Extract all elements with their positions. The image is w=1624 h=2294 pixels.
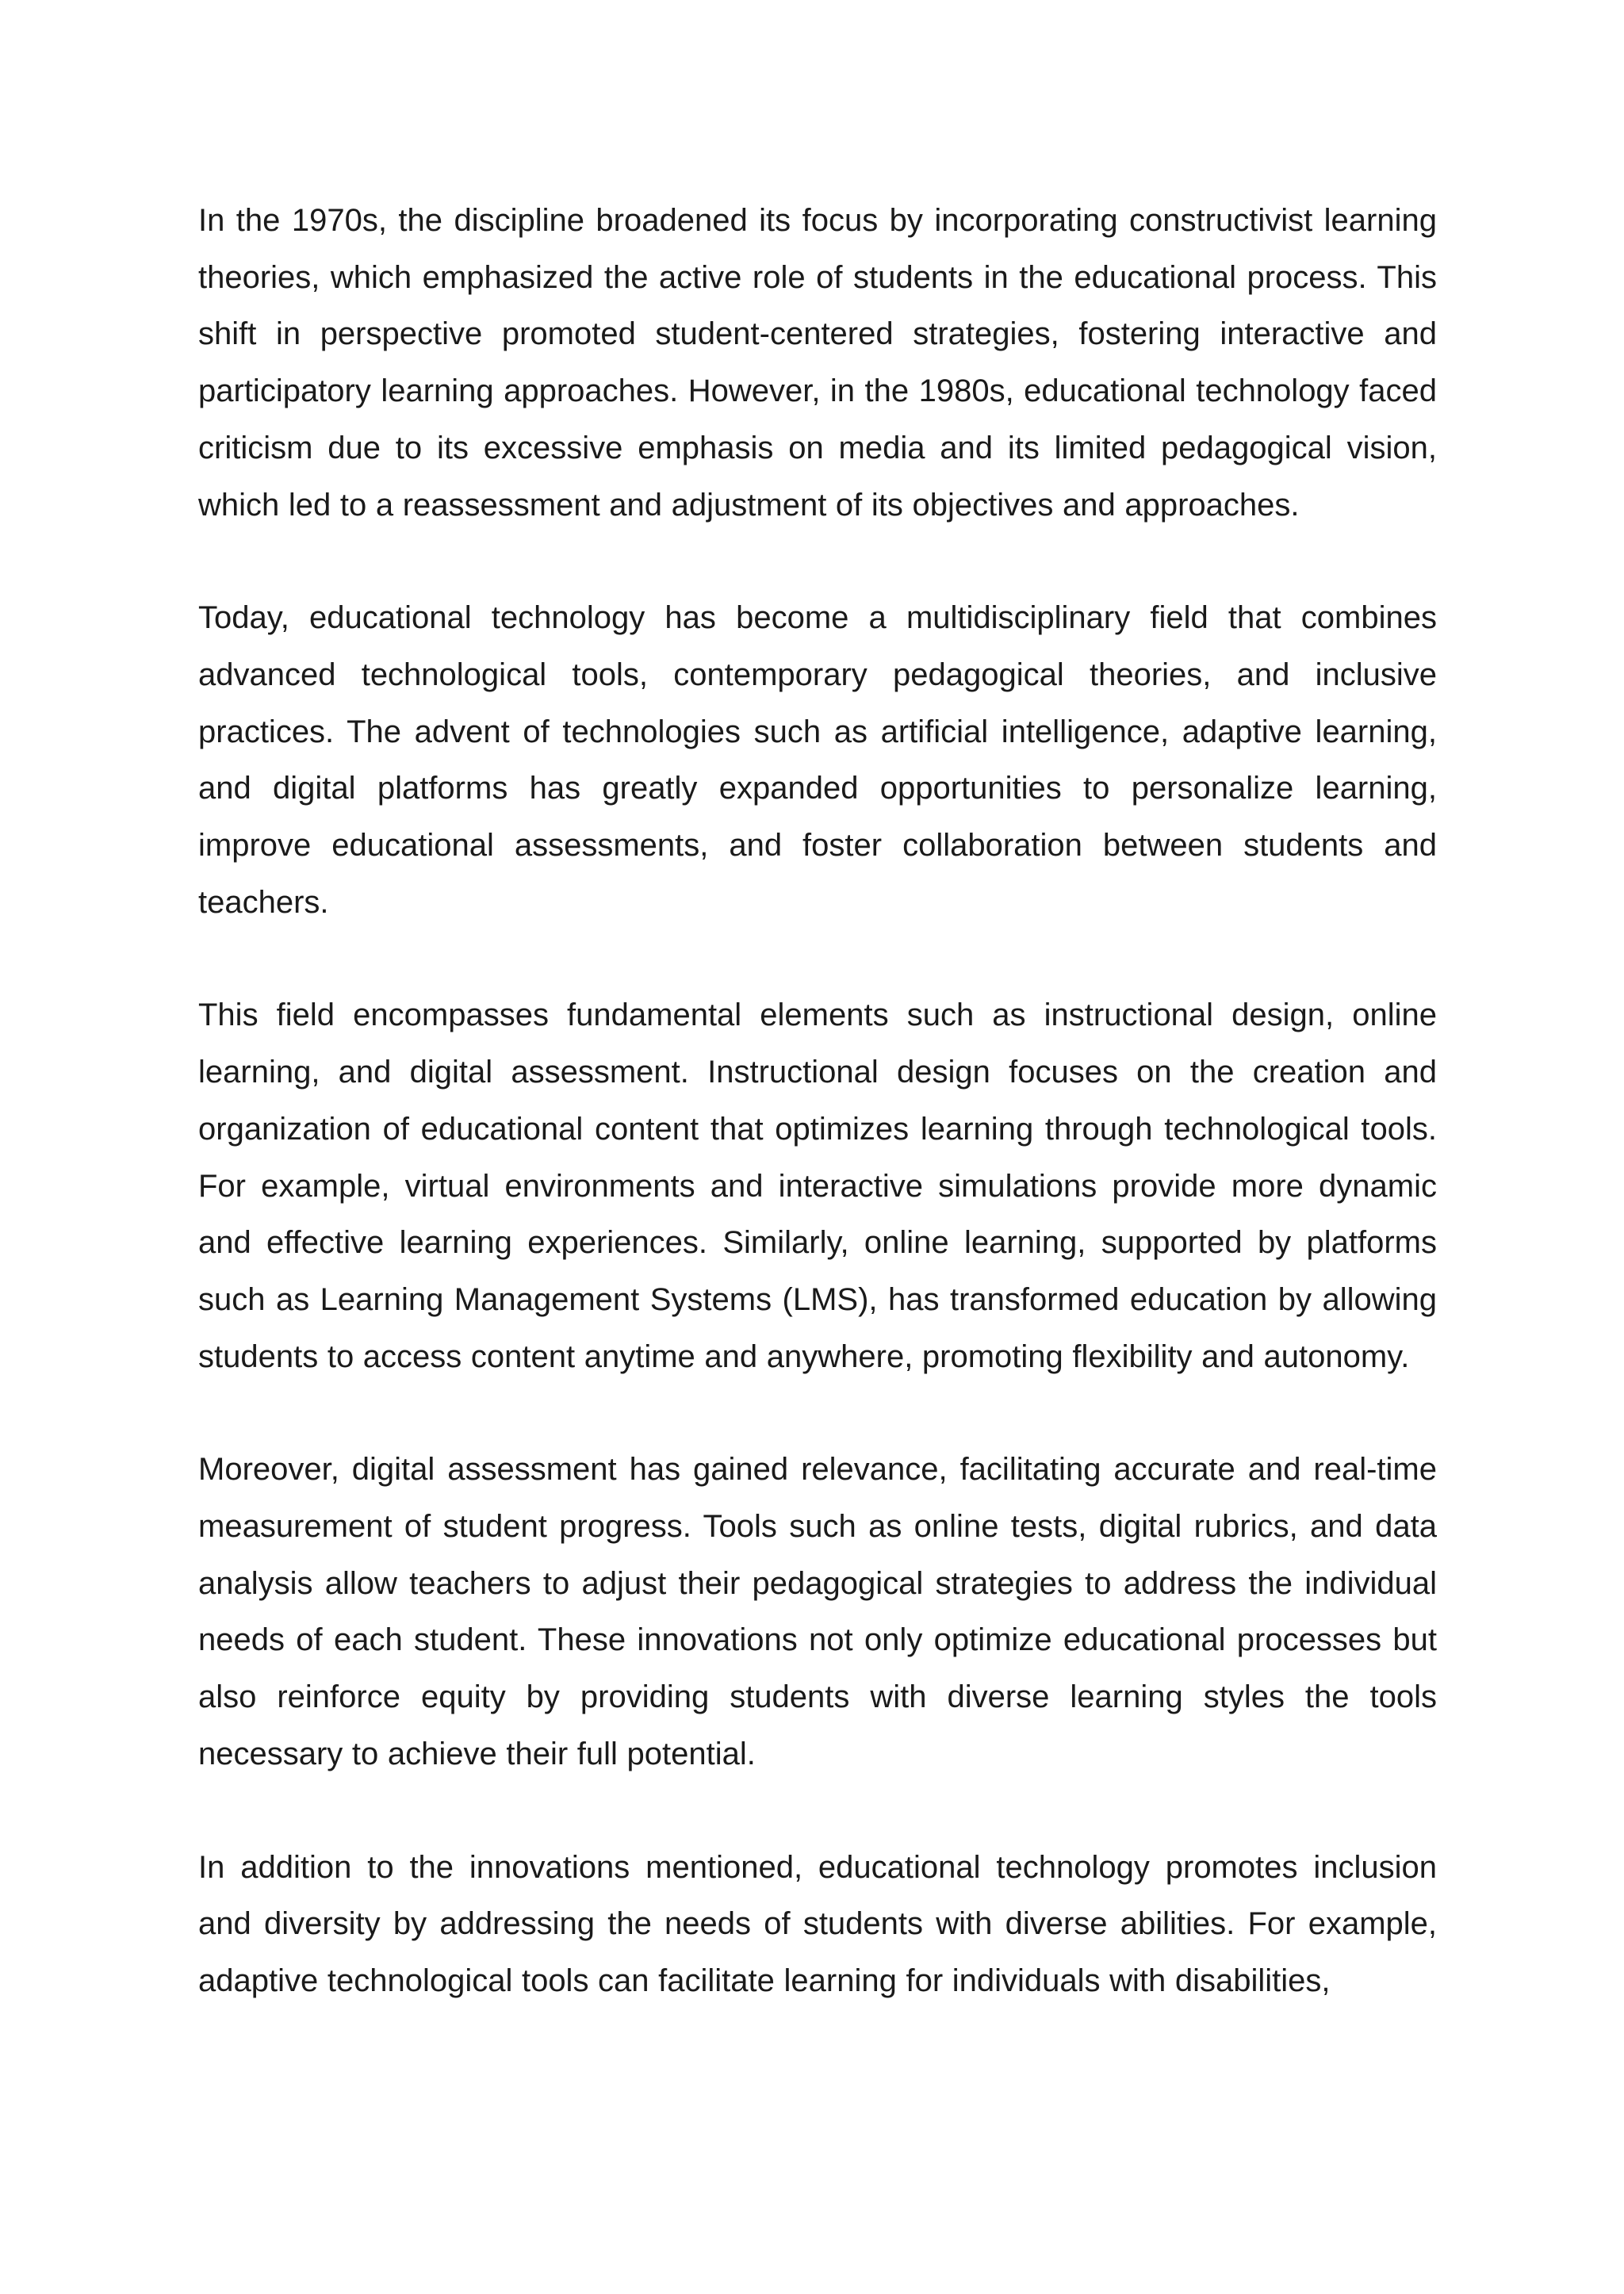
paragraph-digital-assessment: Moreover, digital assessment has gained relevance, facilitating accurate and real-time measurement of student progress. Tools such as online tests, digital rubrics, and data analysis allow teachers to adjust their pedagogical strategies to address the individual needs of each student. These innovations not only optimize educational processes but also reinforce equity by providing students with diverse learning styles the tools necessary to achieve their full potential.: [198, 1452, 1437, 1771]
paragraph-today-multidisciplinary: Today, educational technology has become a multidisciplinary field that combines advanced technological tools, contemporary pedagogical theories, and inclusive practices. The advent of technologies such as artificial intelligence, adaptive learning, and digital platforms has greatly expanded opportunities to personalize learning, improve educational assessments, and foster collaboration between students and teachers.: [198, 600, 1437, 920]
paragraph-inclusion-diversity: In addition to the innovations mentioned, educational technology promotes inclusion and diversity by addressing the needs of students with diverse abilities. For example, adaptive technological tools can facilitate learning for individuals with disabilities,: [198, 1849, 1437, 1998]
paragraph-1970s-constructivism: In the 1970s, the discipline broadened its focus by incorporating constructivist learning theories, which emphasized the active role of students in the educational process. This shift in perspective promoted student-centered strategies, fostering interactive and participatory learning approaches. However, in the 1980s, educational technology faced criticism due to its excessive emphasis on media and its limited pedagogical vision, which led to a reassessment and adjustment of its objectives and approaches.: [198, 203, 1437, 523]
document-body: [198, 193, 1437, 2010]
paragraph-fundamental-elements: This field encompasses fundamental elements such as instructional design, online learning, and digital assessment. Instructional design focuses on the creation and organization of educational content that optimizes learning through technological tools. For example, virtual environments and interactive simulations provide more dynamic and effective learning experiences. Similarly, online learning, supported by platforms such as Learning Management Systems (LMS), has transformed education by allowing students to access content anytime and anywhere, promoting flexibility and autonomy.: [198, 998, 1437, 1374]
